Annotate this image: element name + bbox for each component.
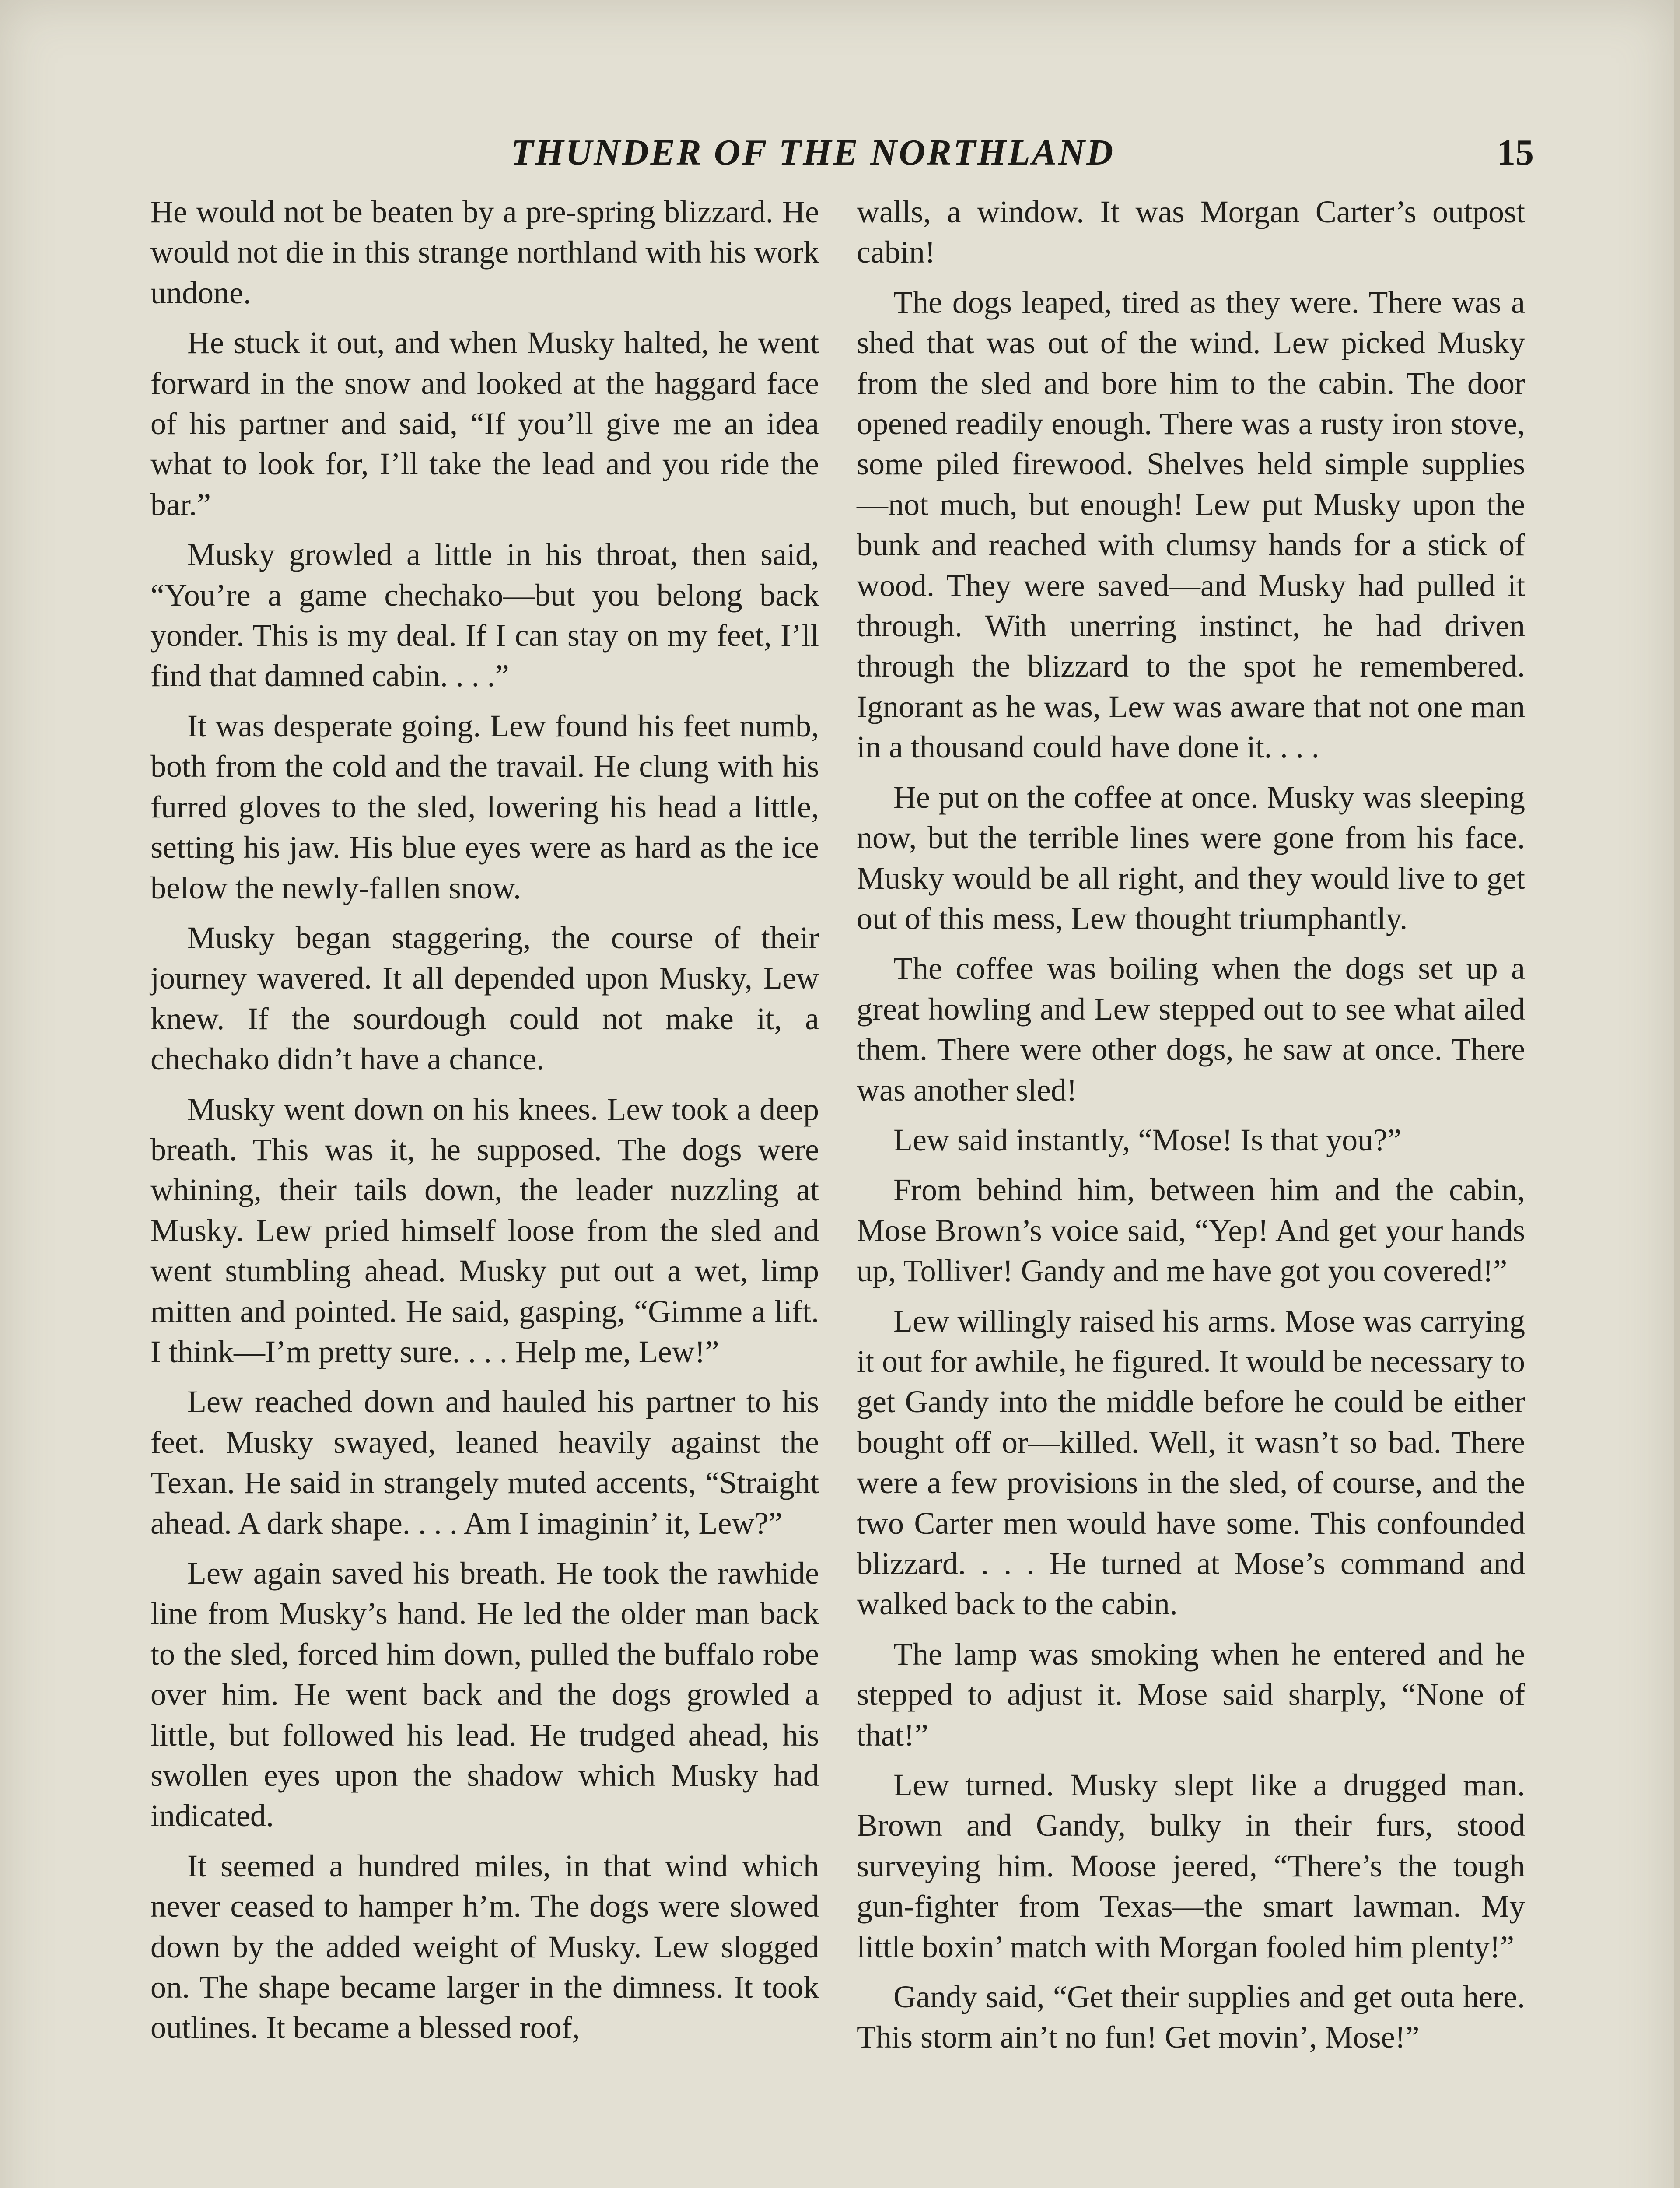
page-number: 15 <box>1497 132 1534 173</box>
paragraph: Lew again saved his breath. He took the rawhide line from Musky’s hand. He led the older man back to the sled, forced him down, pulled the buffalo robe over him. He went back and the dogs growled a little, but followed his lead. He trudged ahead, his swollen eyes upon the shadow which Musky had indicated. <box>150 1556 819 1834</box>
paragraph: The dogs leaped, tired as they were. There was a shed that was out of the wind. Lew picked Musky from the sled and bore him to the cabin. The door opened readily enough. There was a rusty iron stove, some piled firewood. Shelves held simple supplies—not much, but enough! Lew put Musky upon the bunk and reached with clumsy hands for a stick of wood. They were saved—and Musky had pulled it through. With unerring instinct, he had driven through the blizzard to the spot he remembered. Ignorant as he was, Lew was aware that not one man in a thousand could have done it. . . . <box>857 284 1525 765</box>
running-head: THUNDER OF THE NORTHLAND <box>511 132 1115 173</box>
paragraph: Musky began staggering, the course of their journey wavered. It all depended upon Musky, Lew knew. If the sourdough could not make it, a chechako didn’t have a chance. <box>150 920 819 1077</box>
paragraph: walls, a window. It was Morgan Carter’s outpost cabin! <box>857 194 1525 270</box>
paragraph: Musky went down on his knees. Lew took a deep breath. This was it, he supposed. The dogs were whining, their tails down, the leader nuzzling at Musky. Lew pried himself loose from the sled and went stumbling ahead. Musky put out a wet, limp mitten and pointed. He said, gasping, “Gimme a lift. I think—I’m pretty sure. . . . Help me, Lew!” <box>150 1091 819 1369</box>
left-text-column <box>150 192 819 2058</box>
paragraph: From behind him, between him and the cabin, Mose Brown’s voice said, “Yep! And get your hands up, Tolliver! Gandy and me have got you covered!” <box>857 1172 1525 1289</box>
paragraph: Lew willingly raised his arms. Mose was carrying it out for awhile, he figured. It would be necessary to get Gandy into the middle before he could be either bought off or—killed. Well, it wasn’t so bad. There were a few provisions in the sled, of course, and the two Carter men would have some. This confounded blizzard. . . . He turned at Mose’s command and walked back to the cabin. <box>857 1303 1525 1622</box>
paragraph: It was desperate going. Lew found his feet numb, both from the cold and the travail. He clung with his furred gloves to the sled, lowering his head a little, setting his jaw. His blue eyes were as hard as the ice below the newly-fallen snow. <box>150 708 819 905</box>
paragraph: The coffee was boiling when the dogs set up a great howling and Lew stepped out to see what ailed them. There were other dogs, he saw at once. There was another sled! <box>857 951 1525 1108</box>
paragraph: Lew reached down and hauled his partner to his feet. Musky swayed, leaned heavily against the Texan. He said in strangely muted accents, “Straight ahead. A dark shape. . . . Am I imaginin’ it, Lew?” <box>150 1384 819 1541</box>
paragraph: He would not be beaten by a pre-spring blizzard. He would not die in this strange northland with his work undone. <box>150 194 819 310</box>
paragraph: The lamp was smoking when he entered and he stepped to adjust it. Mose said sharply, “None of that!” <box>857 1636 1525 1753</box>
paragraph: Gandy said, “Get their supplies and get outa here. This storm ain’t no fun! Get movin’, Mose!” <box>857 1979 1525 2055</box>
paragraph: Musky growled a little in his throat, then said, “You’re a game chechako—but you belong back yonder. This is my deal. If I can stay on my feet, I’ll find that damned cabin. . . .” <box>150 537 819 694</box>
paragraph: Lew said instantly, “Mose! Is that you?” <box>893 1122 1402 1157</box>
paragraph: He stuck it out, and when Musky halted, he went forward in the snow and looked at the haggard face of his partner and said, “If you’ll give me an idea what to look for, I’ll take the lead and you ride the bar.” <box>150 325 819 522</box>
paragraph: Lew turned. Musky slept like a drugged man. Brown and Gandy, bulky in their furs, stood surveying him. Moose jeered, “There’s the tough gun-fighter from Texas—the smart lawman. My little boxin’ match with Morgan fooled him plenty!” <box>857 1767 1525 1964</box>
paragraph: It seemed a hundred miles, in that wind which never ceased to hamper h’m. The dogs were slowed down by the added weight of Musky. Lew slogged on. The shape became larger in the dimness. It took outlines. It became a blessed roof, <box>150 1848 819 2045</box>
paragraph: He put on the coffee at once. Musky was sleeping now, but the terrible lines were gone from his face. Musky would be all right, and they would live to get out of this mess, Lew thought triumphantly. <box>857 779 1525 936</box>
right-text-column <box>857 192 1525 2067</box>
